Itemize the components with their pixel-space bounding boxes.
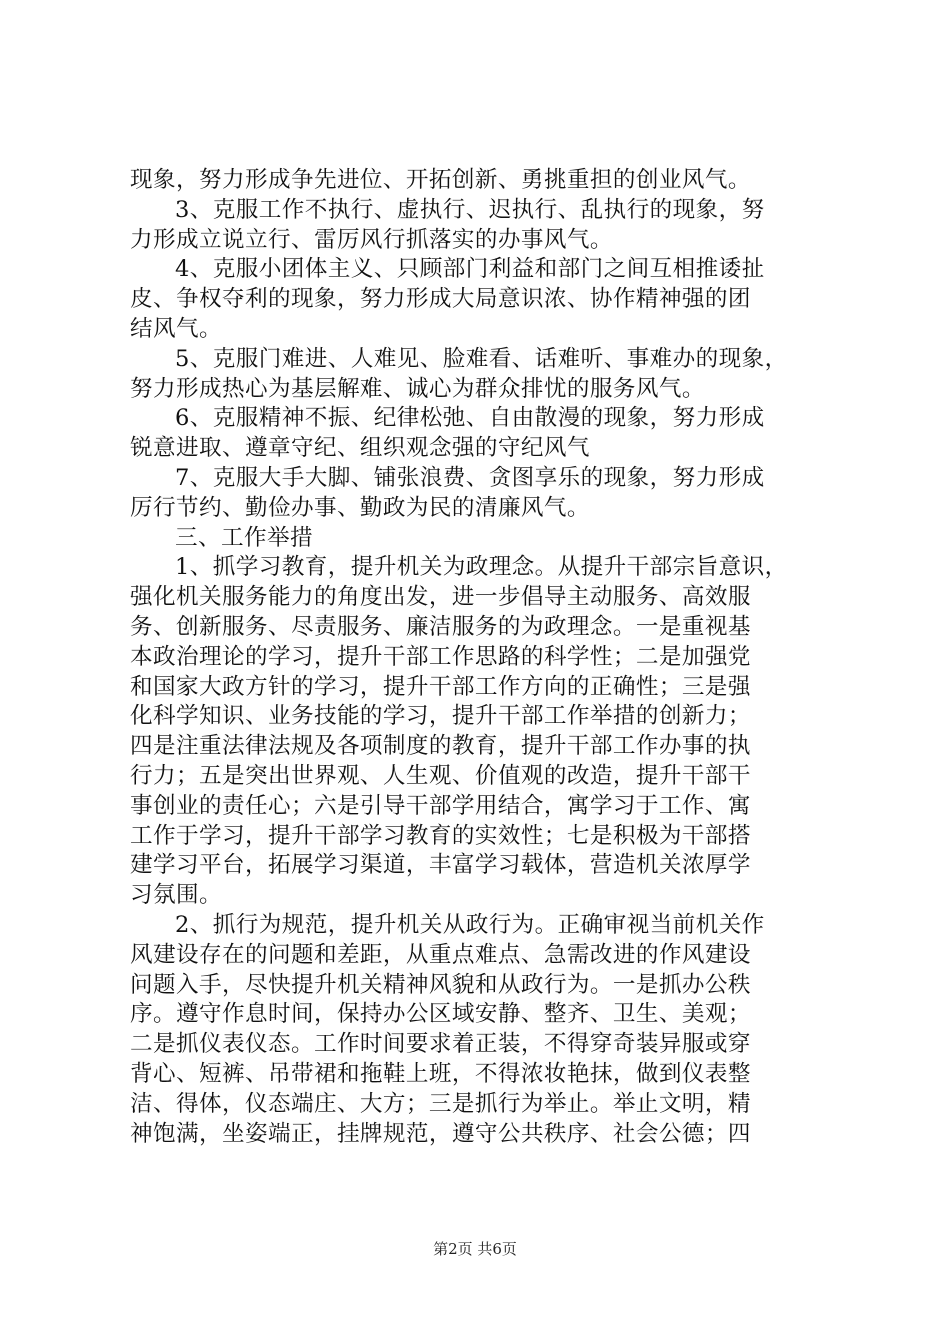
text-line: 结风气。 xyxy=(130,315,222,342)
text-line: 事创业的责任心；六是引导干部学用结合，寓学习于工作、寓 xyxy=(130,792,751,819)
text-line: 现象，努力形成争先进位、开拓创新、勇挑重担的创业风气。 xyxy=(130,167,751,193)
text-line: 强化机关服务能力的角度出发，进一步倡导主动服务、高效服 xyxy=(130,584,751,611)
page-number-label: 第2页 共6页 xyxy=(433,1240,517,1258)
text-line: 4、克服小团体主义、只顾部门利益和部门之间互相推诿扯 xyxy=(175,256,765,283)
document-body xyxy=(130,166,830,1149)
text-line: 本政治理论的学习，提升干部工作思路的科学性；二是加强党 xyxy=(130,643,751,670)
text-line: 建学习平台，拓展学习渠道，丰富学习载体，营造机关浓厚学 xyxy=(130,852,751,879)
text-line: 5、克服门难进、人难见、脸难看、话难听、事难办的现象， xyxy=(175,345,788,372)
text-line: 序。遵守作息时间，保持办公区域安静、整齐、卫生、美观； xyxy=(130,1001,751,1028)
text-line: 二是抓仪表仪态。工作时间要求着正装，不得穿奇装异服或穿 xyxy=(130,1031,751,1058)
text-line: 工作于学习，提升干部学习教育的实效性；七是积极为干部搭 xyxy=(130,822,751,849)
text-line: 背心、短裤、吊带裙和拖鞋上班，不得浓妆艳抹，做到仪表整 xyxy=(130,1060,751,1087)
text-line: 洁、得体，仪态端庄、大方；三是抓行为举止。举止文明，精 xyxy=(130,1090,751,1117)
text-line: 神饱满，坐姿端正，挂牌规范，遵守公共秩序、社会公德；四 xyxy=(130,1120,751,1147)
text-line: 化科学知识、业务技能的学习，提升干部工作举措的创新力； xyxy=(130,703,751,730)
text-line: 和国家大政方针的学习，提升干部工作方向的正确性；三是强 xyxy=(130,673,751,700)
text-line: 努力形成热心为基层解难、诚心为群众排忧的服务风气。 xyxy=(130,375,705,402)
text-line: 务、创新服务、尽责服务、廉洁服务的为政理念。一是重视基 xyxy=(130,613,751,640)
text-line: 力形成立说立行、雷厉风行抓落实的办事风气。 xyxy=(130,226,613,253)
page-footer xyxy=(0,1239,950,1259)
text-line: 厉行节约、勤俭办事、勤政为民的清廉风气。 xyxy=(130,494,590,521)
text-line: 锐意进取、遵章守纪、组织观念强的守纪风气 xyxy=(130,435,590,462)
text-line: 三、工作举措 xyxy=(175,524,313,551)
text-line: 1、抓学习教育，提升机关为政理念。从提升干部宗旨意识， xyxy=(175,554,788,581)
text-line: 风建设存在的问题和差距，从重点难点、急需改进的作风建设 xyxy=(130,941,751,968)
text-line: 7、克服大手大脚、铺张浪费、贪图享乐的现象，努力形成 xyxy=(175,464,765,491)
text-line: 皮、争权夺利的现象，努力形成大局意识浓、协作精神强的团 xyxy=(130,286,751,313)
text-line: 习氛围。 xyxy=(130,882,222,909)
text-line: 3、克服工作不执行、虚执行、迟执行、乱执行的现象，努 xyxy=(175,196,765,223)
text-line: 四是注重法律法规及各项制度的教育，提升干部工作办事的执 xyxy=(130,733,751,760)
text-line: 行力；五是突出世界观、人生观、价值观的改造，提升干部干 xyxy=(130,762,751,789)
text-line: 6、克服精神不振、纪律松弛、自由散漫的现象，努力形成 xyxy=(175,405,765,432)
text-line: 2、抓行为规范，提升机关从政行为。正确审视当前机关作 xyxy=(175,911,765,938)
text-line: 问题入手，尽快提升机关精神风貌和从政行为。一是抓办公秩 xyxy=(130,971,751,998)
